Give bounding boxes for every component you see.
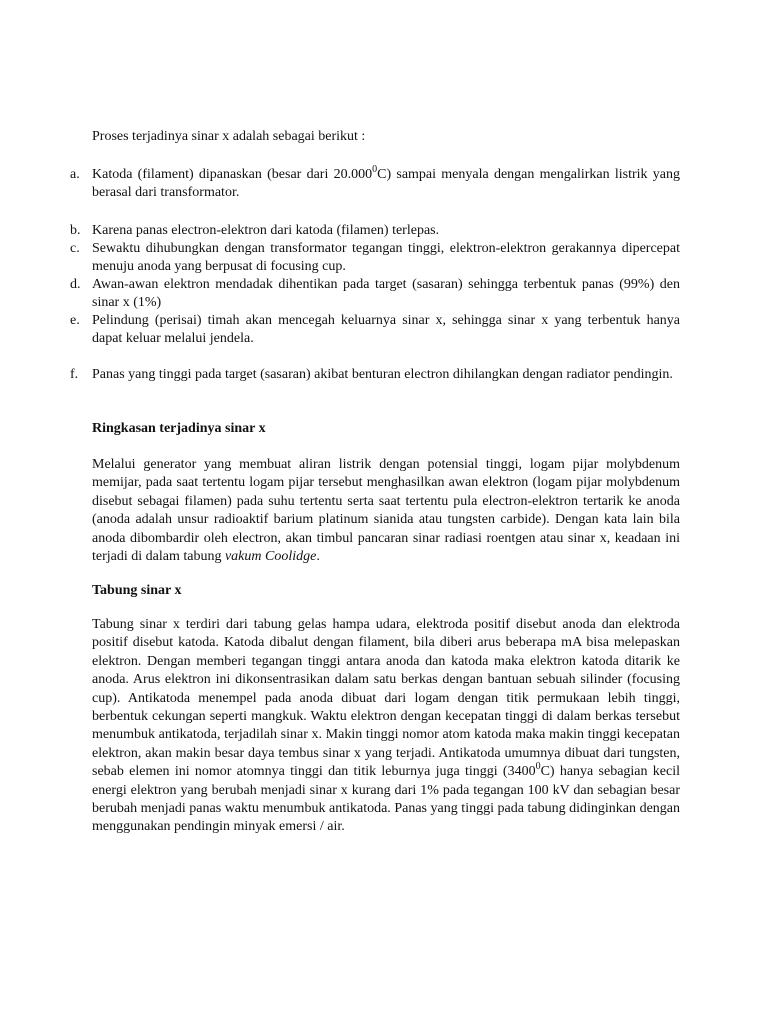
list-marker: c. <box>70 241 80 256</box>
list-item <box>70 240 680 276</box>
section-heading-summary: Ringkasan terjadinya sinar x <box>92 421 266 436</box>
list-item <box>70 166 680 202</box>
list-marker: b. <box>70 223 81 238</box>
section-heading-tube: Tabung sinar x <box>92 583 182 598</box>
list-item-text: Panas yang tinggi pada target (sasaran) akibat benturan electron dihilangkan dengan radiator pendingin. <box>92 367 673 382</box>
list-item-text: Awan-awan elektron mendadak dihentikan pada target (sasaran) sehingga terbentuk panas (99%) den sinar x (1%) <box>92 277 680 310</box>
list-item <box>70 276 680 312</box>
intro-line: Proses terjadinya sinar x adalah sebagai berikut : <box>92 129 366 144</box>
superscript: 0 <box>535 761 541 773</box>
list-item <box>70 312 680 348</box>
list-marker: f. <box>70 367 79 382</box>
italic-term: vakum Coolidge <box>224 549 317 565</box>
list-marker: a. <box>70 167 80 182</box>
list-item-text: Sewaktu dihubungkan dengan transformator tegangan tinggi, elektron-elektron gerakannya dipercepat menuju anoda yang berpusat di focusing cup. <box>92 241 680 274</box>
list-marker: e. <box>70 313 80 328</box>
list-item <box>70 366 680 384</box>
list-item-text: Karena panas electron-elektron dari katoda (filamen) terlepas. <box>92 223 440 238</box>
superscript: 0 <box>372 164 378 175</box>
summary-paragraph: Melalui generator yang membuat aliran listrik dengan potensial tinggi, logam pijar molybdenum memijar, pada saat tertentu logam pijar tersebut menghasilkan awan elektron (logam pijar molybdenum disebut sebagai filamen) pada suhu tertentu serta saat tertentu pula electron-elektron tertarik ke anoda (anoda adalah unsur radioaktif barium platinum sianida atau tungsten carbide). Dengan kata lain bila anoda dibombardir oleh electron, akan timbul pancaran sinar radiasi roentgen atau sinar x, keadaan ini terjadi di dalam tabung vakum Coolidge. <box>92 457 680 565</box>
list-item-text: Katoda (filament) dipanaskan (besar dari 20.000$^0$C) sampai menyala dengan mengalirkan listrik yang berasal dari transformator. <box>92 164 681 200</box>
list-marker: d. <box>70 277 81 292</box>
list-item-text: Pelindung (perisai) timah akan mencegah keluarnya sinar x, sehingga sinar x yang terbentuk hanya dapat keluar melalui jendela. <box>92 313 680 346</box>
tube-paragraph: Tabung sinar x terdiri dari tabung gelas hampa udara, elektroda positif disebut anoda dan elektroda positif disebut katoda. Katoda dibalut dengan filament, bila diberi arus beberapa mA bisa melepaskan elektron. Dengan memberi tegangan tinggi antara anoda dan katoda maka elektron katoda ditarik ke anoda. Arus elektron ini dikonsentrasikan dalam satu berkas dengan bantuan sebuah silinder (focusing cup). Antikatoda menempel pada anoda dibuat dari logam dengan titik permukaan lebih tinggi, berbentuk cekungan seperti mangkuk. Waktu elektron dengan kecepatan tinggi di dalam berkas tersebut menumbuk antikatoda, terjadilah sinar x. Makin tinggi nomor atom katoda maka makin tinggi kecepatan elektron, akan makin besar daya tembus sinar x yang terjadi. Antikatoda umumnya dibuat dari tungsten, sebab elemen ini nomor atomnya tinggi dan titik leburnya juga tinggi (3400$^0$C) hanya sebagian kecil energi elektron yang berubah menjadi sinar x kurang dari 1% pada tegangan 100 kV dan sebagian besar berubah menjadi panas waktu menumbuk antikatoda. Panas yang tinggi pada tabung didinginkan dengan menggunakan pendingin minyak emersi / air. <box>92 617 680 835</box>
list-item <box>70 222 680 240</box>
